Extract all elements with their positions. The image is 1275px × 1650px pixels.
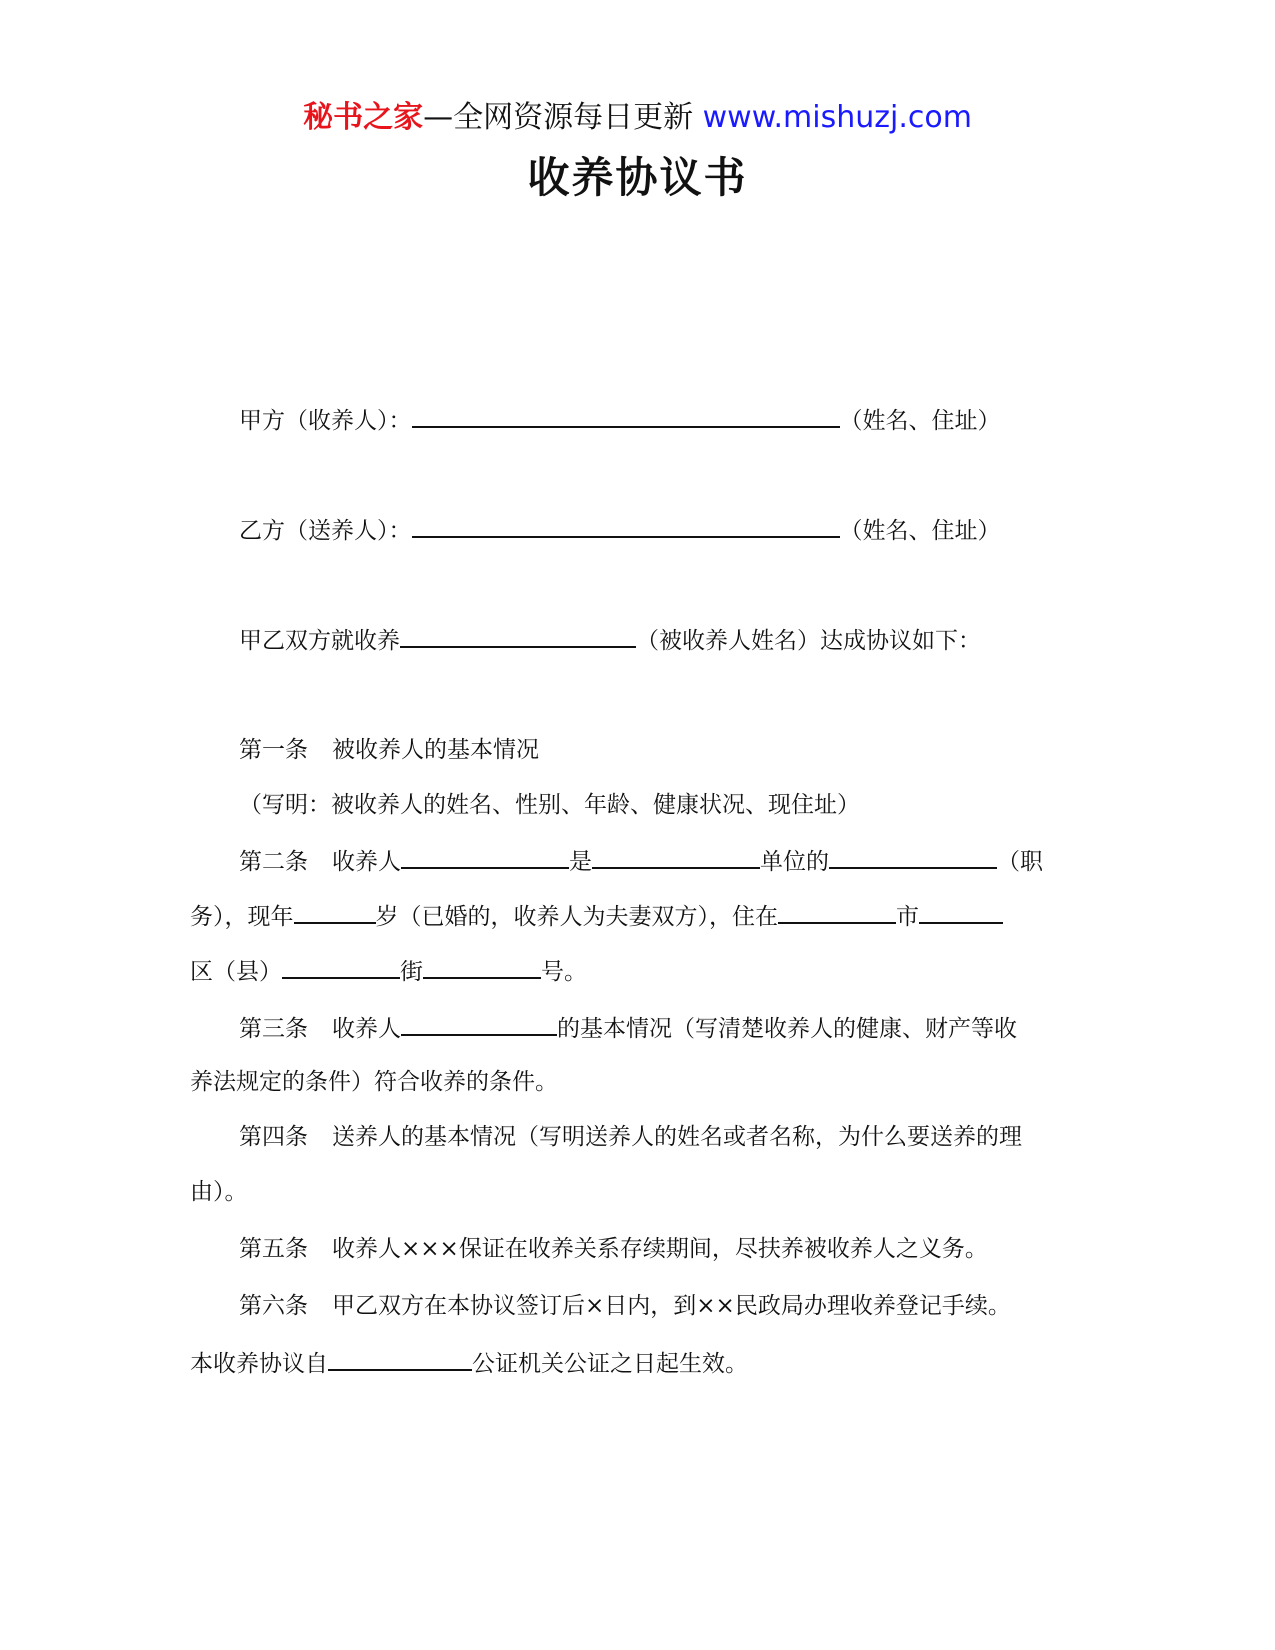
article1-note: （写明：被收养人的姓名、性别、年龄、健康状况、现住址） xyxy=(239,792,860,818)
article4-line-2 xyxy=(0,1175,1275,1209)
intro-before: 甲乙双方就收养 xyxy=(239,628,400,654)
article3-line-1 xyxy=(0,1010,1275,1046)
document-title: 收养协议书 xyxy=(527,153,748,202)
effective-text: 公证机关公证之日起生效。 xyxy=(472,1351,748,1377)
article2-text: 单位的 xyxy=(760,849,829,875)
adoptee-name-blank[interactable] xyxy=(400,622,636,648)
article4-text: 由）。 xyxy=(190,1179,248,1205)
article3-text: 的基本情况（写清楚收养人的健康、财产等收 xyxy=(557,1016,1017,1042)
article5-text: 收养人×××保证在收养关系存续期间，尽扶养被收养人之义务。 xyxy=(332,1236,988,1262)
intro-line xyxy=(0,622,1275,658)
article4-text: 送养人的基本情况（写明送养人的姓名或者名称，为什么要送养的理 xyxy=(332,1124,1022,1150)
article3-text: 收养人 xyxy=(332,1016,401,1042)
effective-line xyxy=(0,1345,1275,1381)
county-blank[interactable] xyxy=(282,953,400,979)
party-b-line xyxy=(0,512,1275,548)
district-blank[interactable] xyxy=(919,898,1003,924)
article2-text: 街 xyxy=(400,959,423,985)
article4-line-1 xyxy=(0,1120,1275,1154)
party-b-label: 乙方（送养人）： xyxy=(239,518,412,544)
party-a-line xyxy=(0,402,1275,438)
article2-text: 号。 xyxy=(541,959,587,985)
party-a-label: 甲方（收养人）： xyxy=(239,408,412,434)
article6-number: 第六条 xyxy=(239,1293,308,1319)
article2-text: 务），现年 xyxy=(190,904,294,930)
article5-number: 第五条 xyxy=(239,1236,308,1262)
city-blank[interactable] xyxy=(778,898,896,924)
street-number-blank[interactable] xyxy=(423,953,541,979)
site-url[interactable]: www.mishuzj.com xyxy=(702,100,972,135)
site-header xyxy=(0,98,1275,138)
article5-line xyxy=(0,1232,1275,1266)
article2-text: 市 xyxy=(896,904,919,930)
article1-line xyxy=(0,733,1275,767)
article4-number: 第四条 xyxy=(239,1124,308,1150)
site-brand: 秘书之家 xyxy=(303,100,424,135)
article2-text: 收养人 xyxy=(332,849,401,875)
article1-text: 被收养人的基本情况 xyxy=(332,737,539,763)
party-a-note: （姓名、住址） xyxy=(839,408,1001,434)
effective-date-blank[interactable] xyxy=(328,1345,472,1371)
article2-text: 是 xyxy=(569,849,592,875)
party-a-blank[interactable] xyxy=(412,402,840,428)
party-b-blank[interactable] xyxy=(412,512,840,538)
article2-line-3 xyxy=(0,953,1275,989)
adopter-name-blank[interactable] xyxy=(401,843,569,869)
article6-line xyxy=(0,1289,1275,1323)
party-b-note: （姓名、住址） xyxy=(839,518,1001,544)
article2-line-1 xyxy=(0,843,1275,879)
employer-blank[interactable] xyxy=(592,843,760,869)
article2-text: 区（县） xyxy=(190,959,282,985)
effective-text: 本收养协议自 xyxy=(190,1351,328,1377)
article6-text: 甲乙双方在本协议签订后×日内，到××民政局办理收养登记手续。 xyxy=(332,1293,1011,1319)
article3-number: 第三条 xyxy=(239,1016,308,1042)
article2-number: 第二条 xyxy=(239,849,308,875)
article2-line-2 xyxy=(0,898,1275,934)
article1-number: 第一条 xyxy=(239,737,308,763)
position-blank[interactable] xyxy=(829,843,997,869)
article1-note-line xyxy=(0,788,1275,822)
article2-text: 岁（已婚的，收养人为夫妻双方），住在 xyxy=(375,904,778,930)
article3-text: 养法规定的条件）符合收养的条件。 xyxy=(190,1069,558,1095)
intro-after: （被收养人姓名）达成协议如下： xyxy=(636,628,981,654)
article2-text: （职 xyxy=(997,849,1043,875)
article3-line-2 xyxy=(0,1065,1275,1099)
age-blank[interactable] xyxy=(294,898,376,924)
adopter-conditions-blank[interactable] xyxy=(401,1010,557,1036)
site-tagline: —全网资源每日更新 xyxy=(423,100,694,135)
